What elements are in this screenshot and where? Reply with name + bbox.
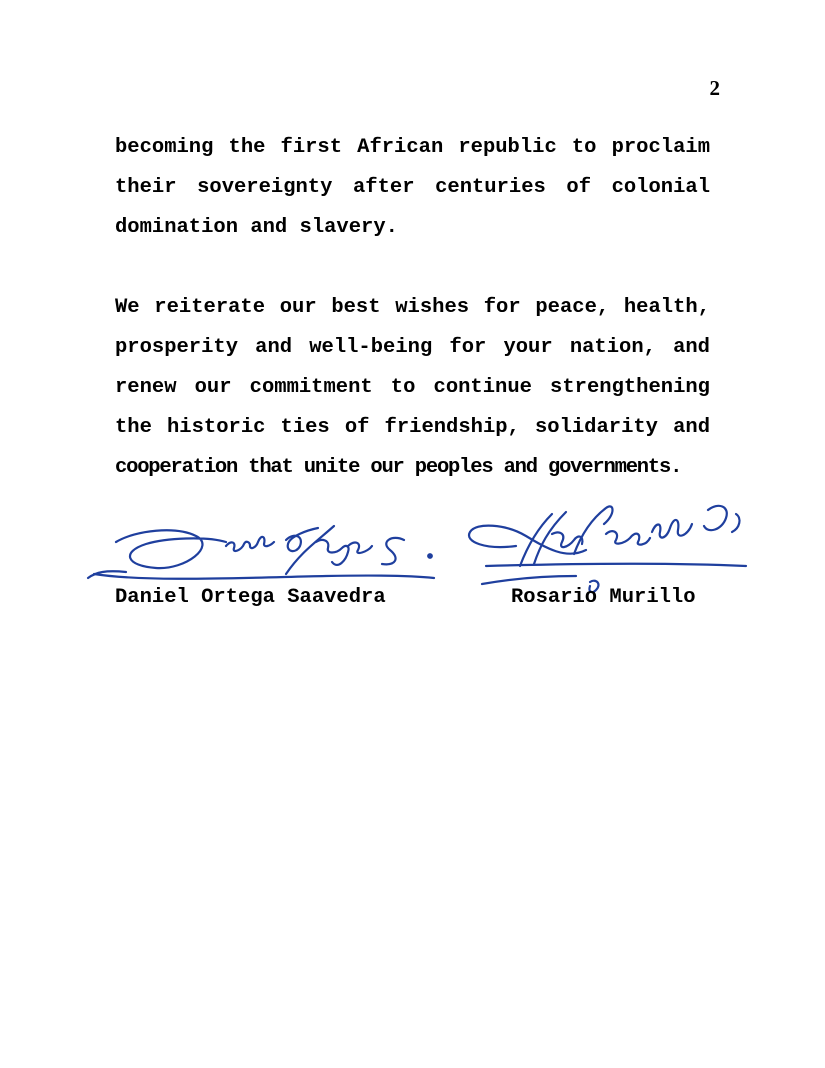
signature-daniel-ortega bbox=[86, 512, 446, 587]
page-number: 2 bbox=[709, 76, 720, 100]
signature-rosario-murillo bbox=[456, 490, 756, 600]
signatory-name-daniel-ortega: Daniel Ortega Saavedra bbox=[115, 586, 386, 609]
text-line: We reiterate our best wishes for peace, health, bbox=[115, 296, 710, 319]
text-line: renew our commitment to continue strengthening bbox=[115, 376, 710, 399]
text-line: the historic ties of friendship, solidarity and bbox=[115, 416, 710, 439]
text-line: cooperation that unite our peoples and governments. bbox=[115, 456, 682, 479]
signatory-name-rosario-murillo: Rosario Murillo bbox=[511, 586, 696, 609]
text-line: their sovereignty after centuries of colonial bbox=[115, 176, 710, 199]
paragraph-1 bbox=[115, 128, 710, 248]
paragraph-2 bbox=[115, 288, 710, 488]
text-line: prosperity and well-being for your nation, and bbox=[115, 336, 710, 359]
text-line: becoming the first African republic to proclaim bbox=[115, 136, 710, 159]
text-line: domination and slavery. bbox=[115, 216, 398, 239]
